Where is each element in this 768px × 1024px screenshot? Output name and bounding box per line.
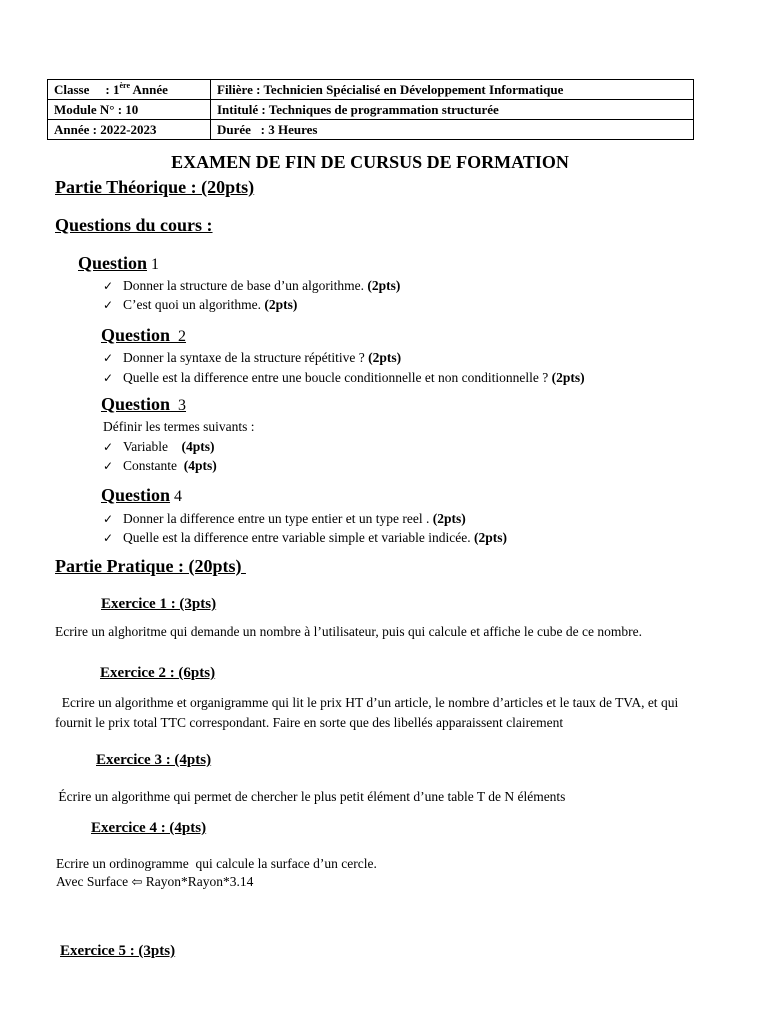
check-icon: ✓ xyxy=(103,298,114,312)
classe-sup: ère xyxy=(119,80,130,90)
check-icon: ✓ xyxy=(103,279,114,293)
q4-item-2: ✓ Quelle est la difference entre variable simple et variable indicée. (2pts) xyxy=(103,530,507,545)
exercise-1-heading: Exercice 1 : (3pts) xyxy=(101,596,217,612)
classe-label: Classe xyxy=(54,81,90,97)
header-table xyxy=(47,79,694,140)
check-icon: ✓ xyxy=(103,440,114,454)
header-row-2 xyxy=(48,100,694,120)
left-arrow-icon: ⇦ xyxy=(131,875,143,890)
intitule-cell: Intitulé : Techniques de programmation structurée xyxy=(211,100,694,120)
q1-item-1: ✓ Donner la structure de base d’un algorithme. (2pts) xyxy=(103,278,401,293)
classe-suffix: Année xyxy=(130,81,168,97)
check-icon: ✓ xyxy=(103,531,114,545)
question-number: 3 xyxy=(170,397,187,414)
question-number: 2 xyxy=(170,328,187,345)
question-label: Question xyxy=(78,253,148,273)
exercise-4-heading: Exercice 4 : (4pts) xyxy=(91,820,207,836)
filiere-cell: Filière : Technicien Spécialisé en Développement Informatique xyxy=(211,80,694,100)
q2-item-1: ✓ Donner la syntaxe de la structure répétitive ? (2pts) xyxy=(103,350,402,365)
question-1-heading xyxy=(78,253,159,274)
question-number: 4 xyxy=(170,488,183,505)
classe-cell xyxy=(48,80,211,100)
q3-item-2: ✓ Constante (4pts) xyxy=(103,458,217,473)
q4-item-1: ✓ Donner la difference entre un type entier et un type reel . (2pts) xyxy=(103,511,466,526)
exercise-3-heading: Exercice 3 : (4pts) xyxy=(96,752,212,768)
exercise-2-text: Ecrire un algorithme et organigramme qui lit le prix HT d’un article, le nombre d’articles et le taux de TVA, et qui fournit le prix total TTC correspondant. Faire en sorte que des libellés apparaissent clairement xyxy=(55,695,682,730)
question-label: Question xyxy=(101,485,171,505)
q1-item-2: ✓ C’est quoi un algorithme. (2pts) xyxy=(103,297,298,312)
practice-heading: Partie Pratique : (20pts) xyxy=(55,556,246,576)
question-4-heading xyxy=(101,485,182,506)
theory-heading: Partie Théorique : (20pts) xyxy=(55,177,255,197)
exercise-5-heading: Exercice 5 : (3pts) xyxy=(60,943,176,959)
header-row-1 xyxy=(48,80,694,100)
q3-item-1: ✓ Variable (4pts) xyxy=(103,439,215,454)
exercise-2-heading: Exercice 2 : (6pts) xyxy=(100,665,216,681)
check-icon: ✓ xyxy=(103,351,114,365)
duree-cell: Durée : 3 Heures xyxy=(211,120,694,140)
question-label: Question xyxy=(101,394,171,414)
question-2-heading xyxy=(101,325,186,346)
annee-cell: Année : 2022-2023 xyxy=(48,120,211,140)
module-cell: Module N° : 10 xyxy=(48,100,211,120)
question-label: Question xyxy=(101,325,171,345)
header-row-3 xyxy=(48,120,694,140)
check-icon: ✓ xyxy=(103,512,114,526)
exercise-3-text: Écrire un algorithme qui permet de chercher le plus petit élément d’une table T de N éléments xyxy=(55,789,566,804)
q2-item-2: ✓ Quelle est la difference entre une boucle conditionnelle et non conditionnelle ? (2pts) xyxy=(103,370,585,385)
classe-value: : 1 xyxy=(105,81,120,97)
check-icon: ✓ xyxy=(103,371,114,385)
question-3-heading xyxy=(101,394,186,415)
exam-title: EXAMEN DE FIN DE CURSUS DE FORMATION xyxy=(171,152,569,172)
question-number: 1 xyxy=(147,256,160,273)
exercise-4-line-1: Ecrire un ordinogramme qui calcule la surface d’un cercle. xyxy=(56,856,377,871)
check-icon: ✓ xyxy=(103,459,114,473)
q3-intro: Définir les termes suivants : xyxy=(103,419,255,434)
exercise-1-text: Ecrire un alghoritme qui demande un nombre à l’utilisateur, puis qui calcule et affiche le cube de ce nombre. xyxy=(55,624,642,639)
questions-heading: Questions du cours : xyxy=(55,215,213,235)
exercise-4-line-2: Avec Surface ⇦ Rayon*Rayon*3.14 xyxy=(56,874,254,890)
